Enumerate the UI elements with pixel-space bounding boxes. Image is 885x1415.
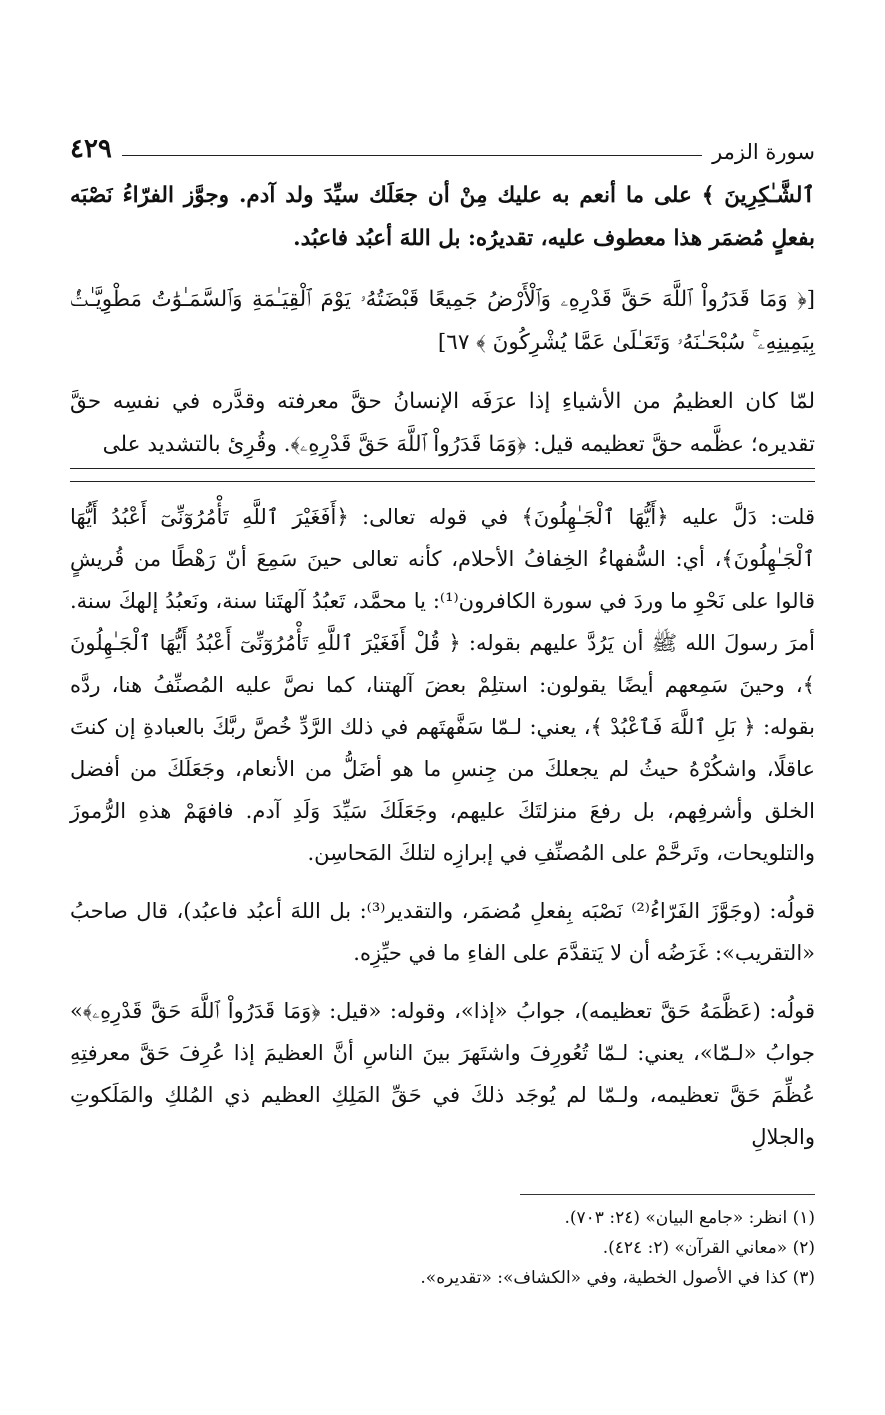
page-number: ٤٢٩ [70, 134, 112, 164]
footnotes [70, 1203, 815, 1293]
tafsir-paragraph: ٱلشَّـٰكِرِينَ ﴾ على ما أنعم به عليك مِنْ أن جعَلَك سيِّدَ ولد آدم. وجوَّز الفرّاءُ نَصْبَه بفعلٍ مُضمَر هذا معطوف عليه، تقديرُه: بل اللهَ أعبُد فاعبُد. [70, 183, 815, 251]
quran-verse: [﴿ وَمَا قَدَرُواْ ٱللَّهَ حَقَّ قَدْرِهِۦ وَٱلْأَرْضُ جَمِيعًا قَبْضَتُهُۥ يَوْمَ ٱلْقِيَـٰمَةِ وَٱلسَّمَـٰوَٰتُ مَطْوِيَّـٰتُۢ بِيَمِينِهِۦ ۚ سُبْحَـٰنَهُۥ وَتَعَـٰلَىٰ عَمَّا يُشْرِكُونَ ﴾ ٦٧] [70, 287, 815, 355]
commentary-paragraph: قولُه: (عَظَّمَهُ حَقَّ تعظيمه)، جوابُ «إذا»، وقوله: «قيل: ﴿وَمَا قَدَرُواْ ٱللَّهَ حَقَّ قَدْرِهِۦ﴾» جوابُ «لـمّا»، يعني: لـمّا تُعُورِفَ واشتَهرَ بينَ الناسِ أنَّ العظيمَ إذا عُرِفَ حَقَّ معرفتِهِ عُظِّمَ حَقَّ تعظيمه، ولـمّا لم يُوجَد ذلكَ في حَقِّ المَلِكِ العظيم ذي المُلكِ والمَلَكوتِ والجلالِ [70, 999, 815, 1149]
tafsir-paragraph: لمّا كان العظيمُ من الأشياءِ إذا عرَفَه الإنسانُ حقَّ معرفته وقدَّره في نفسِه حقَّ تقديره؛ عظَّمه حقَّ تعظيمه قيل: ﴿وَمَا قَدَرُواْ ٱللَّهَ حَقَّ قَدْرِهِۦ﴾. وقُرِئ بالتشديد على [70, 380, 815, 469]
section-divider [70, 481, 815, 482]
surah-title: سورة الزمر [712, 140, 815, 164]
footnote: (١) انظر: «جامع البيان» (٢٤: ٧٠٣). [564, 1208, 815, 1228]
footnote: (٢) «معاني القرآن» (٢: ٤٢٤). [602, 1238, 815, 1258]
page [70, 120, 815, 1293]
footnote: (٣) كذا في الأصول الخطية، وفي «الكشاف»: «تقديره». [420, 1268, 815, 1288]
footnote-separator [520, 1194, 815, 1195]
commentary-paragraph: قولُه: (وجَوَّزَ الفَرّاءُ⁽²⁾ نَصْبَه بِفعلِ مُضمَر، والتقدير⁽³⁾: بل اللهَ أعبُد فاعبُد)، قال صاحبُ «التقريب»: غَرَضُه أن لا يَتقدَّمَ على الفاءِ ما في حيِّزِه. [70, 899, 815, 965]
running-header [70, 120, 815, 164]
commentary-paragraph: قلت: دَلَّ عليه ﴿أَيُّهَا ٱلْجَـٰهِلُونَ﴾ في قوله تعالى: ﴿أَفَغَيْرَ ٱللَّهِ تَأْمُرُوٓنِّىٓ أَعْبُدُ أَيُّهَا ٱلْجَـٰهِلُونَ﴾، أي: السُّفهاءُ الخِفافُ الأحلام، كأنه تعالى حينَ سَمِعَ أنّ رَهْطًا من قُريشٍ قالوا على نَحْوِ ما وردَ في سورة الكافرون⁽¹⁾: يا محمَّد، تَعبُدُ آلهتَنا سنة، ونَعبُدُ إلهكَ سنة. أمرَ رسولَ الله ﷺ أن يَرُدَّ عليهم بقوله: ﴿ قُلْ أَفَغَيْرَ ٱللَّهِ تَأْمُرُوٓنِّىٓ أَعْبُدُ أَيُّهَا ٱلْجَـٰهِلُونَ ﴾، وحينَ سَمِعهم أيضًا يقولون: استلِمْ بعضَ آلهتنا، كما نصَّ عليه المُصنِّفُ هنا، ردَّه بقوله: ﴿ بَلِ ٱللَّهَ فَٱعْبُدْ ﴾، يعني: لـمّا سَفَّهتَهم في ذلك الرَّدِّ خُصَّ ربَّكَ بالعبادةِ إن كنتَ عاقلًا، واشكُرْهُ حيثُ لم يجعلكَ من جِنسِ ما هو أضَلُّ من الأنعام، وجَعَلَكَ من أفضل الخلق وأشرفِهم، بل رفعَ منزلتَكَ عليهم، وجَعَلَكَ سَيِّدَ وَلَدِ آدم. فافهَمْ هذهِ الرُّموزَ والتلويحات، وتَرحَّمْ على المُصنِّفِ في إبرازِه لتلكَ المَحاسِن. [70, 505, 815, 865]
header-rule [122, 155, 702, 156]
commentary [70, 496, 815, 1158]
